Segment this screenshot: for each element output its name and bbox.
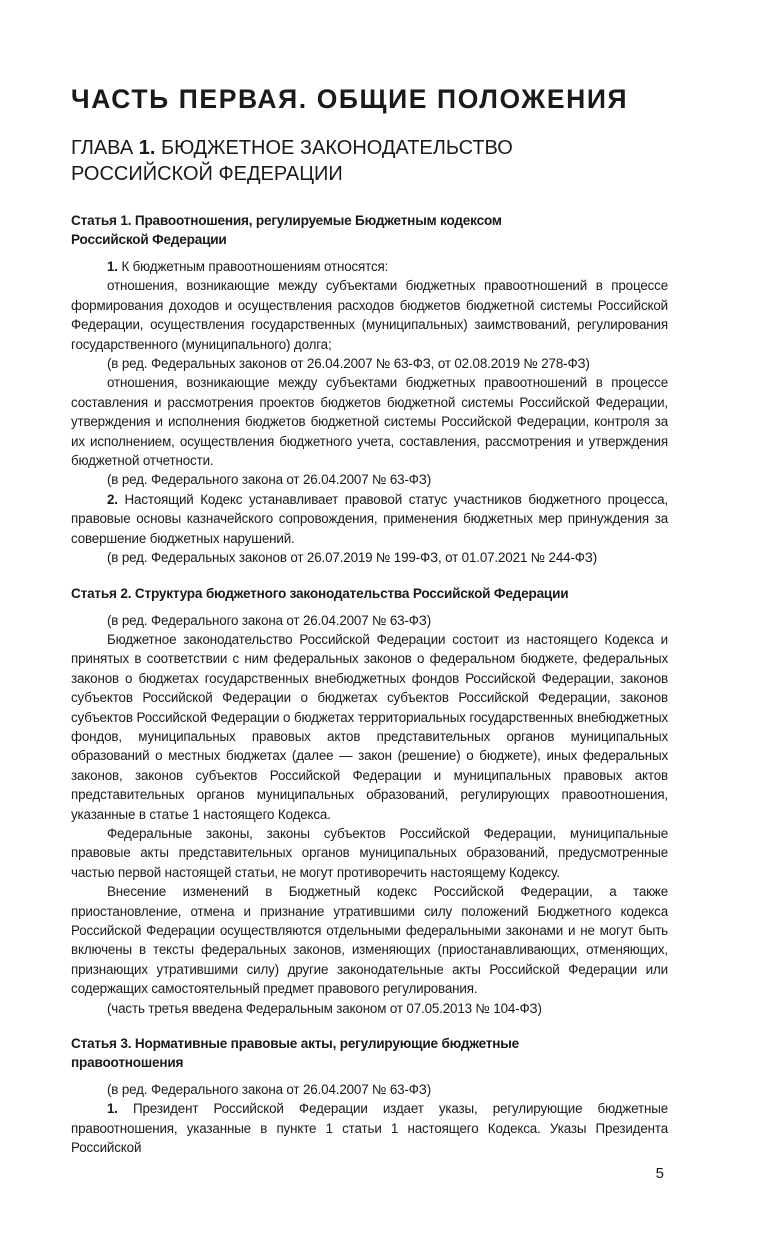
paragraph-text: Президент Российской Федерации издает указы, регулирующие бюджетные правоотношения, указанные в пункте 1 статьи 1 настоящего Кодекса. Указы Президента Российской bbox=[71, 1101, 668, 1156]
paragraph bbox=[71, 490, 668, 548]
amendment-note: (в ред. Федеральных законов от 26.07.2019 № 199-ФЗ, от 01.07.2021 № 244-ФЗ) bbox=[107, 550, 598, 566]
article-3 bbox=[71, 1034, 668, 1158]
chapter-number: 1. bbox=[138, 137, 156, 159]
article-title-line1: Статья 3. Нормативные правовые акты, регулирующие бюджетные bbox=[71, 1036, 520, 1052]
paragraph-text: Настоящий Кодекс устанавливает правовой статус участников бюджетного процесса, правовые основы казначейского сопровождения, применения бюджетных мер принуждения за совершение бюджетных нарушений. bbox=[71, 491, 668, 546]
paragraph-number: 1. bbox=[107, 1101, 118, 1117]
amendment-note: (часть третья введена Федеральным законом от 07.05.2013 № 104-ФЗ) bbox=[107, 1000, 542, 1016]
paragraph bbox=[71, 257, 668, 276]
chapter-prefix: ГЛАВА bbox=[71, 137, 139, 159]
paragraph-text: К бюджетным правоотношениям относятся: bbox=[117, 259, 389, 274]
page-number: 5 bbox=[655, 1165, 664, 1182]
part-title: ЧАСТЬ ПЕРВАЯ. ОБЩИЕ ПОЛОЖЕНИЯ bbox=[71, 84, 629, 114]
article-title-line1: Статья 2. Структура бюджетного законодательства Российской Федерации bbox=[71, 585, 569, 601]
paragraph-number: 1. bbox=[107, 259, 118, 274]
paragraph: отношения, возникающие между субъектами бюджетных правоотношений в процессе составления и рассмотрения проектов бюджетов бюджетной системы Российской Федерации, утверждения и исполнения бюджетов бюджетной системы Российской Федерации, контроля за их исполнением, осуществления бюджетного учета, составления, рассмотрения и утверждения бюджетной отчетности. bbox=[71, 375, 668, 469]
amendment-note: (в ред. Федерального закона от 26.04.2007 № 63-ФЗ) bbox=[107, 472, 432, 488]
chapter-title bbox=[71, 135, 668, 187]
amendment-note: (в ред. Федерального закона от 26.04.2007 № 63-ФЗ) bbox=[107, 612, 432, 628]
paragraph bbox=[71, 1099, 668, 1157]
paragraph: отношения, возникающие между субъектами бюджетных правоотношений в процессе формирования доходов и осуществления расходов бюджетов бюджетной системы Российской Федерации, осуществления государственных (муниципальных) заимствований, регулирования государственного (муниципального) долга; bbox=[71, 278, 668, 352]
amendment-note: (в ред. Федерального закона от 26.04.2007 № 63-ФЗ) bbox=[107, 1082, 432, 1098]
document-page bbox=[71, 84, 668, 1174]
amendment-note: (в ред. Федеральных законов от 26.04.2007 № 63-ФЗ, от 02.08.2019 № 278-ФЗ) bbox=[107, 356, 590, 372]
chapter-title-line1: БЮДЖЕТНОЕ ЗАКОНОДАТЕЛЬСТВО bbox=[155, 137, 513, 159]
article-1 bbox=[71, 211, 668, 568]
article-title bbox=[71, 211, 668, 249]
article-title bbox=[71, 584, 668, 603]
article-2 bbox=[71, 584, 668, 1019]
paragraph: Бюджетное законодательство Российской Федерации состоит из настоящего Кодекса и принятых в соответствии с ним федеральных законов о федеральном бюджете, федеральных законов о бюджетах государственных внебюджетных фондов Российской Федерации, законов субъектов Российской Федерации о бюджетах субъектов Российской Федерации, законов субъектов Российской Федерации о бюджетах территориальных государственных внебюджетных фондов, муниципальных правовых актов представительных органов муниципальных образований о местных бюджетах (далее — закон (решение) о бюджете), иных федеральных законов, законов субъектов Российской Федерации и муниципальных правовых актов представительных органов муниципальных образований, регулирующих правоотношения, указанные в статье 1 настоящего Кодекса. bbox=[71, 631, 668, 822]
paragraph: Внесение изменений в Бюджетный кодекс Российской Федерации, а также приостановление, отмена и признание утратившими силу положений Бюджетного кодекса Российской Федерации осуществляются отдельными федеральными законами и не могут быть включены в тексты федеральных законов, изменяющих (приостанавливающих, отменяющих, признающих утратившими силу) другие законодательные акты Российской Федерации или содержащих самостоятельный предмет правового регулирования. bbox=[71, 884, 668, 997]
article-title-line2: правоотношения bbox=[71, 1055, 184, 1071]
paragraph-number: 2. bbox=[107, 491, 118, 507]
paragraph: Федеральные законы, законы субъектов Российской Федерации, муниципальные правовые акты представительных органов муниципальных образований, предусмотренные частью первой настоящей статьи, не могут противоречить настоящему Кодексу. bbox=[71, 825, 668, 880]
article-title bbox=[71, 1034, 668, 1072]
article-title-line2: Российской Федерации bbox=[71, 232, 227, 247]
article-title-line1: Статья 1. Правоотношения, регулируемые Бюджетным кодексом bbox=[71, 213, 502, 228]
chapter-title-line2: РОССИЙСКОЙ ФЕДЕРАЦИИ bbox=[71, 163, 343, 185]
